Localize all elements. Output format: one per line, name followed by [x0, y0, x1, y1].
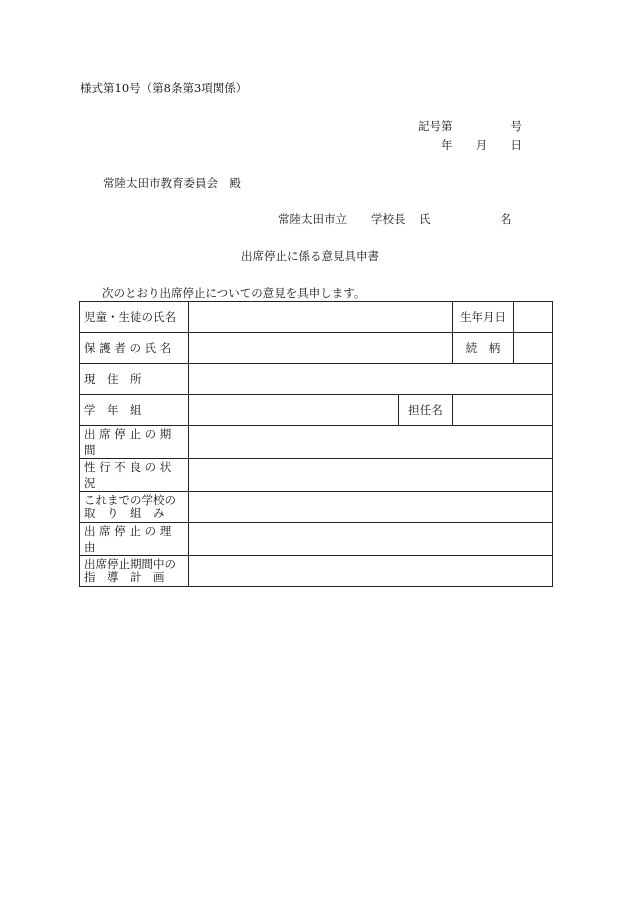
sender-school: 常陸太田市立 [278, 212, 347, 226]
birthdate-cell [453, 302, 553, 333]
teacher-label: 担任名 [399, 395, 453, 426]
efforts-field[interactable] [189, 492, 553, 523]
relation-cell [453, 333, 553, 364]
reason-label: 出 席 停 止 の 理 由 [80, 523, 189, 556]
grade-class-field[interactable] [189, 395, 399, 426]
student-name-field[interactable] [189, 302, 453, 333]
table-row [80, 459, 553, 492]
date-line [441, 137, 522, 153]
birthdate-label: 生年月日 [453, 302, 514, 332]
reason-field[interactable] [189, 523, 553, 556]
relation-field[interactable] [514, 333, 552, 363]
table-row [80, 426, 553, 459]
document-title: 出席停止に係る意見具申書 [241, 249, 379, 263]
conduct-field[interactable] [189, 459, 553, 492]
intro-text: 次のとおり出席停止についての意見を具申します。 [102, 286, 366, 300]
reference-suffix: 号 [510, 119, 522, 133]
reference-prefix: 記号第 [418, 119, 453, 133]
student-name-label: 児童・生徒の氏名 [80, 302, 189, 333]
conduct-label: 性 行 不 良 の 状 況 [80, 459, 189, 492]
date-year: 年 [441, 138, 453, 152]
addressee: 常陸太田市教育委員会 殿 [103, 176, 241, 190]
date-day: 日 [510, 138, 522, 152]
date-month: 月 [475, 138, 488, 152]
teacher-field[interactable] [453, 395, 553, 426]
relation-label: 続 柄 [453, 333, 514, 363]
period-field[interactable] [189, 426, 553, 459]
address-label: 現 住 所 [80, 364, 189, 395]
table-row [80, 302, 553, 333]
table-row [80, 523, 553, 556]
reference-number [418, 118, 522, 134]
table-row [80, 556, 553, 587]
guardian-name-field[interactable] [189, 333, 453, 364]
grade-class-label: 学 年 組 [80, 395, 189, 426]
table-row [80, 492, 553, 523]
guidance-field[interactable] [189, 556, 553, 587]
sender-name-1: 氏 [419, 212, 431, 226]
sender-name-2: 名 [500, 212, 512, 226]
sender-principal: 学校長 [371, 212, 406, 226]
guidance-label: 出席停止期間中の 指 導 計 画 [80, 556, 189, 587]
form-number: 様式第10号（第8条第3項関係） [80, 81, 248, 95]
guardian-name-label: 保 護 者 の 氏 名 [80, 333, 189, 364]
efforts-label: これまでの学校の 取 り 組 み [80, 492, 189, 523]
birthdate-field[interactable] [514, 302, 552, 332]
sender-line [278, 211, 510, 227]
table-row [80, 333, 553, 364]
period-label: 出 席 停 止 の 期 間 [80, 426, 189, 459]
address-field[interactable] [189, 364, 553, 395]
opinion-form-table [79, 301, 553, 587]
table-row [80, 364, 553, 395]
table-row [80, 395, 553, 426]
